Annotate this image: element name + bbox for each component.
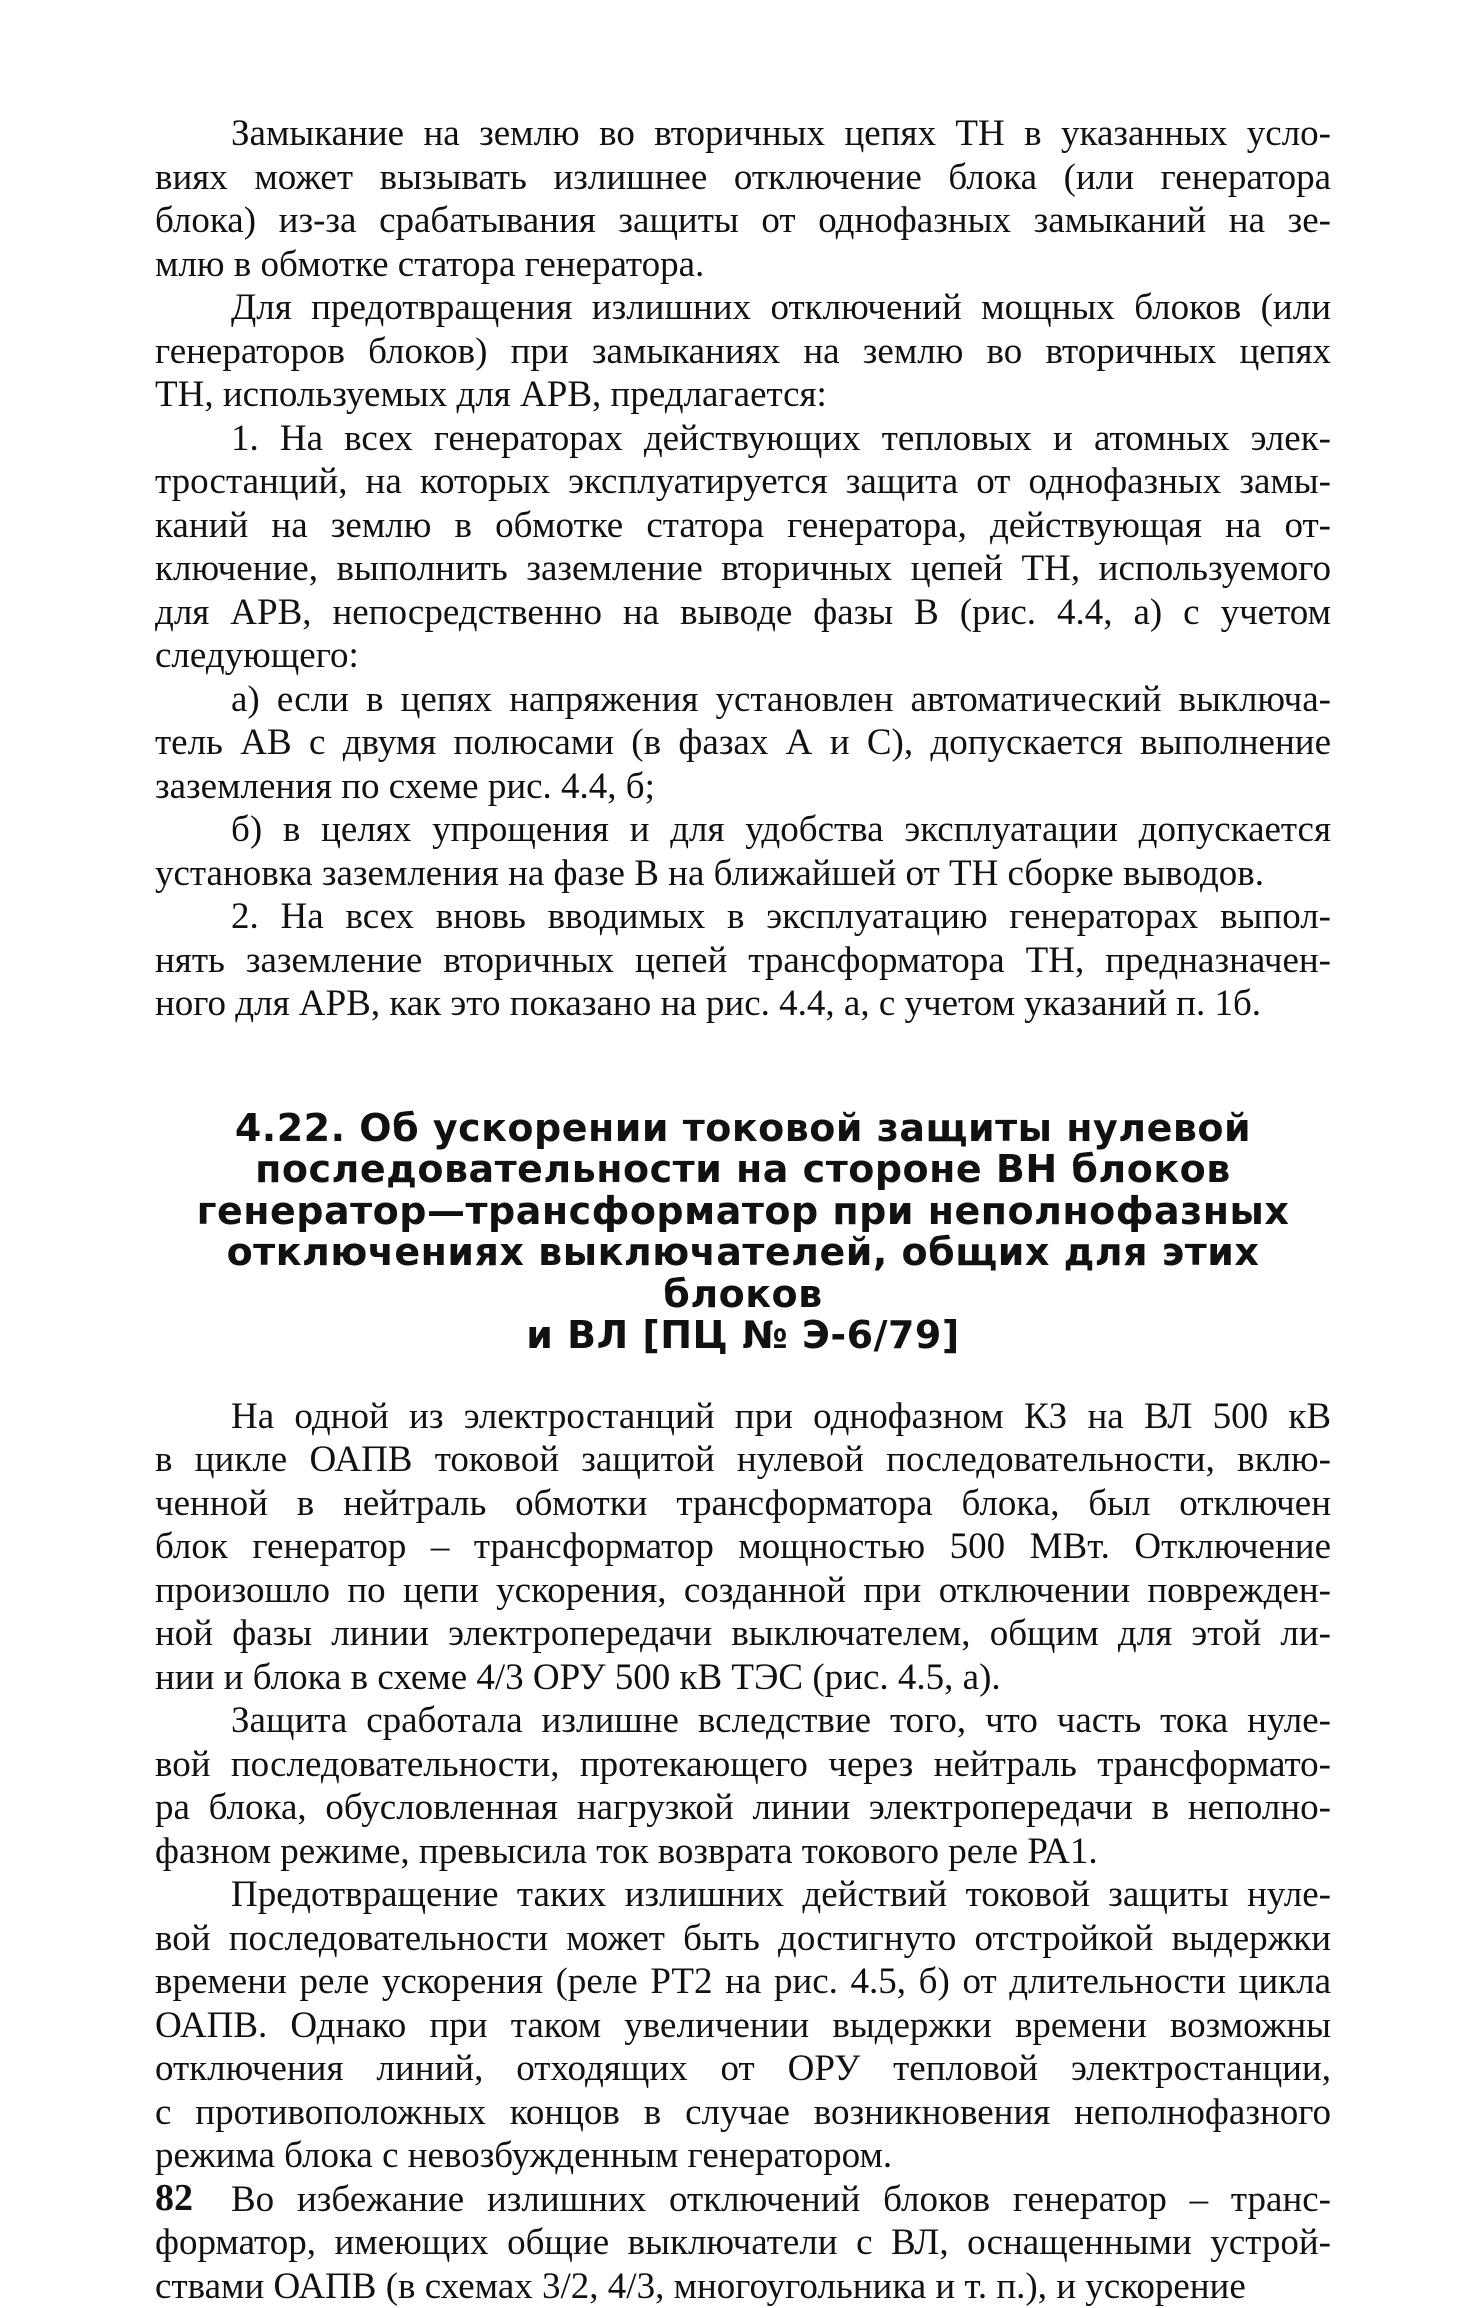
text-block-top <box>155 112 1331 1026</box>
text-line: Замыкание на землю во вторичных цепях ТН в указанных усло- <box>155 112 1331 156</box>
paragraph <box>155 1395 1331 1700</box>
text-line: каний на землю в обмотке статора генератора, действующая на от- <box>155 504 1331 548</box>
paragraph <box>155 1873 1331 2178</box>
document-page <box>155 112 1331 2308</box>
text-line: форматор, имеющих общие выключатели с ВЛ, оснащенными устрой- <box>155 2221 1331 2265</box>
text-line: вой последовательности, протекающего через нейтраль трансформато- <box>155 1743 1331 1787</box>
text-line: Защита сработала излишне вследствие того, что часть тока нуле- <box>155 1699 1331 1743</box>
text-line: нии и блока в схеме 4/3 ОРУ 500 кВ ТЭС (рис. 4.5, а). <box>155 1656 1331 1700</box>
text-line: вой последовательности может быть достигнуто отстройкой выдержки <box>155 1917 1331 1961</box>
page-number: 82 <box>155 2176 193 2220</box>
text-line: тростанций, на которых эксплуатируется защита от однофазных замы- <box>155 460 1331 504</box>
text-line: режима блока с невозбужденным генератором. <box>155 2134 1331 2178</box>
text-line: установка заземления на фазе В на ближайшей от ТН сборке выводов. <box>155 852 1331 896</box>
text-line: времени реле ускорения (реле РТ2 на рис. 4.5, б) от длительности цикла <box>155 1960 1331 2004</box>
text-line: Во избежание излишних отключений блоков генератор – транс- <box>155 2178 1331 2222</box>
heading-line: отключениях выключателей, общих для этих блоков <box>155 1232 1331 1315</box>
text-line: ра блока, обусловленная нагрузкой линии электропередачи в неполно- <box>155 1786 1331 1830</box>
text-line: ТН, используемых для АРВ, предлагается: <box>155 373 1331 417</box>
text-line: ОАПВ. Однако при таком увеличении выдержки времени возможны <box>155 2004 1331 2048</box>
section-heading <box>155 1108 1331 1357</box>
text-line: заземления по схеме рис. 4.4, б; <box>155 765 1331 809</box>
text-line: ствами ОАПВ (в схемах 3/2, 4/3, многоугольника и т. п.), и ускорение <box>155 2265 1331 2308</box>
paragraph <box>155 1699 1331 1873</box>
text-line: Для предотвращения излишних отключений мощных блоков (или <box>155 286 1331 330</box>
text-line: Предотвращение таких излишних действий токовой защиты нуле- <box>155 1873 1331 1917</box>
text-line: для АРВ, непосредственно на выводе фазы В (рис. 4.4, а) с учетом <box>155 591 1331 635</box>
text-line: фазном режиме, превысила ток возврата токового реле РА1. <box>155 1830 1331 1874</box>
heading-line: последовательности на стороне ВН блоков <box>155 1149 1331 1191</box>
text-line: ключение, выполнить заземление вторичных цепей ТН, используемого <box>155 547 1331 591</box>
heading-line: генератор—трансформатор при неполнофазных <box>155 1191 1331 1233</box>
paragraph <box>155 895 1331 1026</box>
text-line: отключения линий, отходящих от ОРУ тепловой электростанции, <box>155 2047 1331 2091</box>
text-line: в цикле ОАПВ токовой защитой нулевой последовательности, вклю- <box>155 1438 1331 1482</box>
text-line: ной фазы линии электропередачи выключателем, общим для этой ли- <box>155 1612 1331 1656</box>
text-line: блока) из-за срабатывания защиты от однофазных замыканий на зе- <box>155 199 1331 243</box>
text-line: нять заземление вторичных цепей трансформатора ТН, предназначен- <box>155 939 1331 983</box>
text-line: На одной из электростанций при однофазном КЗ на ВЛ 500 кВ <box>155 1395 1331 1439</box>
text-line: генераторов блоков) при замыканиях на землю во вторичных цепях <box>155 330 1331 374</box>
heading-line: 4.22. Об ускорении токовой защиты нулевой <box>155 1108 1331 1150</box>
text-line: б) в целях упрощения и для удобства эксплуатации допускается <box>155 808 1331 852</box>
paragraph <box>155 286 1331 417</box>
paragraph <box>155 417 1331 678</box>
heading-line: и ВЛ [ПЦ № Э-6/79] <box>155 1315 1331 1357</box>
paragraph <box>155 808 1331 895</box>
text-line: млю в обмотке статора генератора. <box>155 243 1331 287</box>
text-line: 1. На всех генераторах действующих тепловых и атомных элек- <box>155 417 1331 461</box>
text-line: 2. На всех вновь вводимых в эксплуатацию генераторах выпол- <box>155 895 1331 939</box>
paragraph <box>155 2178 1331 2308</box>
text-line: блок генератор – трансформатор мощностью 500 МВт. Отключение <box>155 1525 1331 1569</box>
text-line: виях может вызывать излишнее отключение блока (или генератора <box>155 156 1331 200</box>
text-line: ченной в нейтраль обмотки трансформатора блока, был отключен <box>155 1482 1331 1526</box>
text-line: а) если в цепях напряжения установлен автоматический выключа- <box>155 678 1331 722</box>
paragraph <box>155 678 1331 809</box>
text-line: с противоположных концов в случае возникновения неполнофазного <box>155 2091 1331 2135</box>
text-line: следующего: <box>155 634 1331 678</box>
text-line: произошло по цепи ускорения, созданной при отключении поврежден- <box>155 1569 1331 1613</box>
text-line: тель АВ с двумя полюсами (в фазах А и С), допускается выполнение <box>155 721 1331 765</box>
paragraph <box>155 112 1331 286</box>
text-block-bottom <box>155 1395 1331 2308</box>
text-line: ного для АРВ, как это показано на рис. 4.4, а, с учетом указаний п. 1б. <box>155 982 1331 1026</box>
